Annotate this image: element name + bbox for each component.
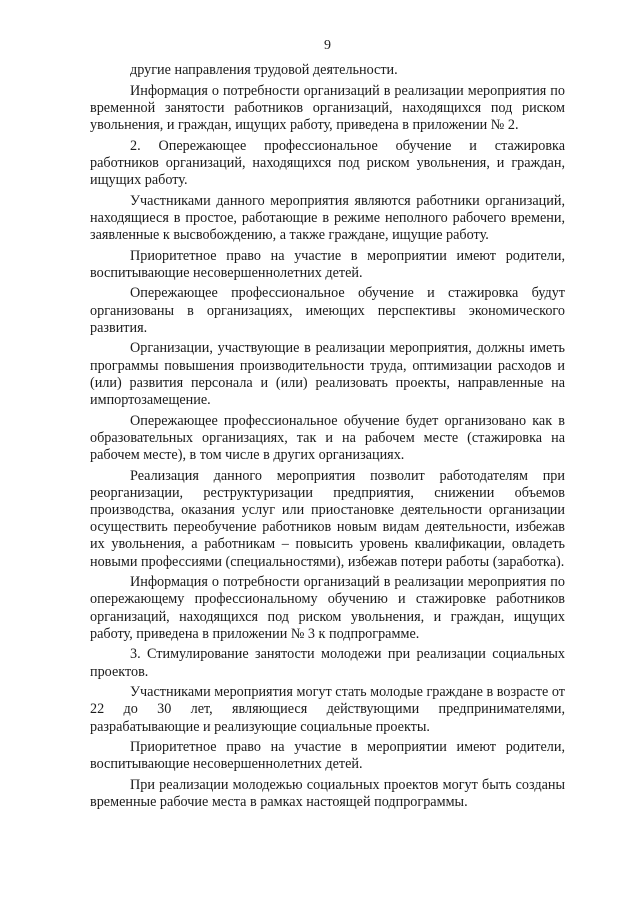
paragraph-9: Реализация данного мероприятия позволит работодателям при реорганизации, реструктуризации предприятия, снижении объемов производства, оказания услуг или приостановке деятельности организации осуществить переобучение работников новым видам деятельности, избежав их увольнения, а работникам – повысить уровень квалификации, овладеть новыми профессиями (специальностями), избежав потери работы (заработка). [90, 467, 565, 570]
page-number: 9 [324, 38, 331, 53]
document-body [90, 62, 565, 815]
paragraph-5: Приоритетное право на участие в мероприятии имеют родители, воспитывающие несовершеннолетних детей. [90, 247, 565, 281]
section-heading-3: 3. Стимулирование занятости молодежи при реализации социальных проектов. [90, 646, 565, 680]
section-heading-2: 2. Опережающее профессиональное обучение и стажировка работников организаций, находящихся под риском увольнения, и граждан, ищущих работу. [90, 137, 565, 188]
paragraph-2: Информация о потребности организаций в реализации мероприятия по временной занятости работников организаций, находящихся под риском увольнения, и граждан, ищущих работу, приведена в приложении № 2. [90, 82, 565, 133]
paragraph-1: другие направления трудовой деятельности. [130, 62, 398, 78]
paragraph-10: Информация о потребности организаций в реализации мероприятия по опережающему профессиональному обучению и стажировке работников организаций, находящихся под риском увольнения, и граждан, ищущих работу, приведена в приложении № 3 к подпрограмме. [90, 574, 565, 642]
paragraph-7: Организации, участвующие в реализации мероприятия, должны иметь программы повышения производительности труда, оптимизации расходов и (или) развития персонала и (или) реализовать проекты, направленные на импортозамещение. [90, 340, 565, 408]
paragraph-4: Участниками данного мероприятия являются работники организаций, находящиеся в простое, работающие в режиме неполного рабочего времени, заявленные к высвобождению, а также граждане, ищущие работу. [90, 192, 565, 243]
paragraph-14: При реализации молодежью социальных проектов могут быть созданы временные рабочие места в рамках настоящей подпрограммы. [90, 777, 565, 811]
paragraph-13: Приоритетное право на участие в мероприятии имеют родители, воспитывающие несовершеннолетних детей. [90, 739, 565, 773]
paragraph-12: Участниками мероприятия могут стать молодые граждане в возрасте от 22 до 30 лет, являющиеся действующими предпринимателями, разрабатывающие и реализующие социальные проекты. [90, 684, 565, 735]
paragraph-6: Опережающее профессиональное обучение и стажировка будут организованы в организациях, имеющих перспективы экономического развития. [90, 285, 565, 336]
paragraph-8: Опережающее профессиональное обучение будет организовано как в образовательных организациях, так и на рабочем месте (стажировка на рабочем месте), в том числе в других организациях. [90, 412, 565, 463]
